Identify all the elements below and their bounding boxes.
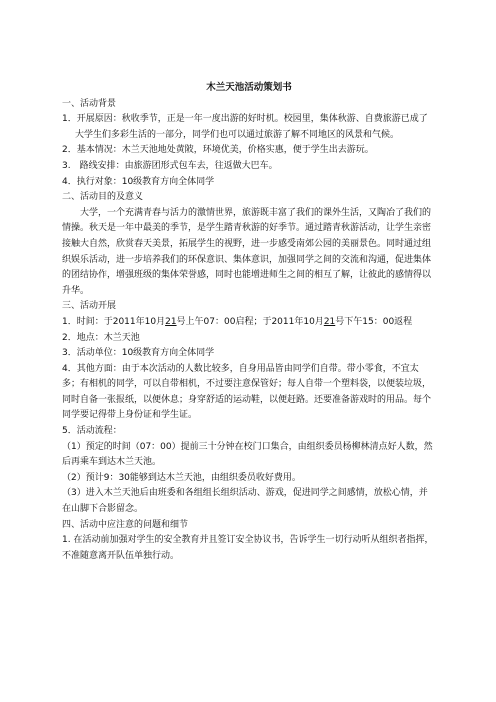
list-item-target: 4．执行对象：10级教育方向全体同学 bbox=[62, 176, 215, 187]
list-item-unit: 3．活动单位：10级教育方向全体同学 bbox=[62, 348, 215, 359]
flow-step-1: （1）预定的时间（07：00）提前三十分钟在校门口集合，由组织委员杨柳林清点好人数，然后再乘车到达木兰天池。 bbox=[62, 441, 433, 468]
flow-step-2: （2）预计9：30能够到达木兰天池，由组织委员收好费用。 bbox=[62, 472, 301, 483]
depart-day: 21 bbox=[165, 316, 177, 327]
section-heading-activity: 三、活动开展 bbox=[62, 301, 117, 312]
purpose-paragraph: 大学，一个充满青春与活力的激情世界，旅游既丰富了我们的课外生活，又陶冶了我们的情操。秋天是一年中最美的季节，是学生踏青秋游的好季节。通过踏青秋游活动，让学生亲密接触大自然，欣赏春天美景，拓展学生的视野，进一步感受南郊公园的美丽景色。同时通过组织娱乐活动，进一步培养我们的环保意识、集体意识，加强同学之间的交流和沟通，促进集体的团结协作，增强班级的集体荣誉感，同时也能增进师生之间的相互了解，让彼此的感情得以升华。 bbox=[62, 207, 432, 296]
list-item-other: 4．其他方面：由于本次活动的人数比较多，自身用品皆由同学们自带。带小零食，不宜太多；有相机的同学，可以自带相机，不过要注意保管好；每人自带一个塑料袋，以便装垃圾，同时自备一张报纸，以便休息；身穿舒适的运动鞋，以便赶路。还要准备游戏时的用品。每个同学要记得带上身份证和学生证。 bbox=[62, 363, 432, 421]
time-text-a: 1．时间：于2011年10月 bbox=[62, 316, 166, 327]
list-item-place: 2．地点：木兰天池 bbox=[62, 332, 140, 343]
document-body bbox=[62, 80, 436, 564]
time-text-c: 号下午15：00返程 bbox=[335, 316, 413, 327]
section-heading-purpose: 二、活动目的及意义 bbox=[62, 192, 144, 203]
flow-step-3: （3）进入木兰天池后由班委和各组组长组织活动、游戏，促进同学之间感情，放松心情，并在山脚下合影留念。 bbox=[62, 488, 428, 515]
list-item-route: 3. 路线安排：由旅游团形式包车去，往返做大巴车。 bbox=[62, 160, 278, 171]
section-heading-background: 一、活动背景 bbox=[62, 98, 117, 109]
section-heading-notes: 四、活动中应注意的问题和细节 bbox=[62, 519, 189, 530]
list-item-reason: 1．开展原因：秋收季节，正是一年一度出游的好时机。校园里，集体秋游、自费旅游已成了大学生们多彩生活的一部分，同学们也可以通过旅游了解不同地区的风景和气候。 bbox=[62, 114, 428, 140]
list-item-basic-info: 2．基本情况：木兰天池地处黄陂，环境优美，价格实惠，便于学生出去游玩。 bbox=[62, 145, 374, 156]
list-item-flow-label: 5．活动流程： bbox=[62, 426, 122, 437]
time-text-b: 号上午07：00启程；于2011年10月 bbox=[176, 316, 324, 327]
return-day: 21 bbox=[323, 316, 336, 327]
document-title: 木兰天池活动策划书 bbox=[206, 82, 292, 93]
list-item-safety: 1. 在活动前加强对学生的安全教育并且签订安全协议书，告诉学生一切行动听从组织者指挥，不准随意离开队伍单独行动。 bbox=[62, 535, 434, 561]
list-item-time bbox=[62, 315, 436, 331]
